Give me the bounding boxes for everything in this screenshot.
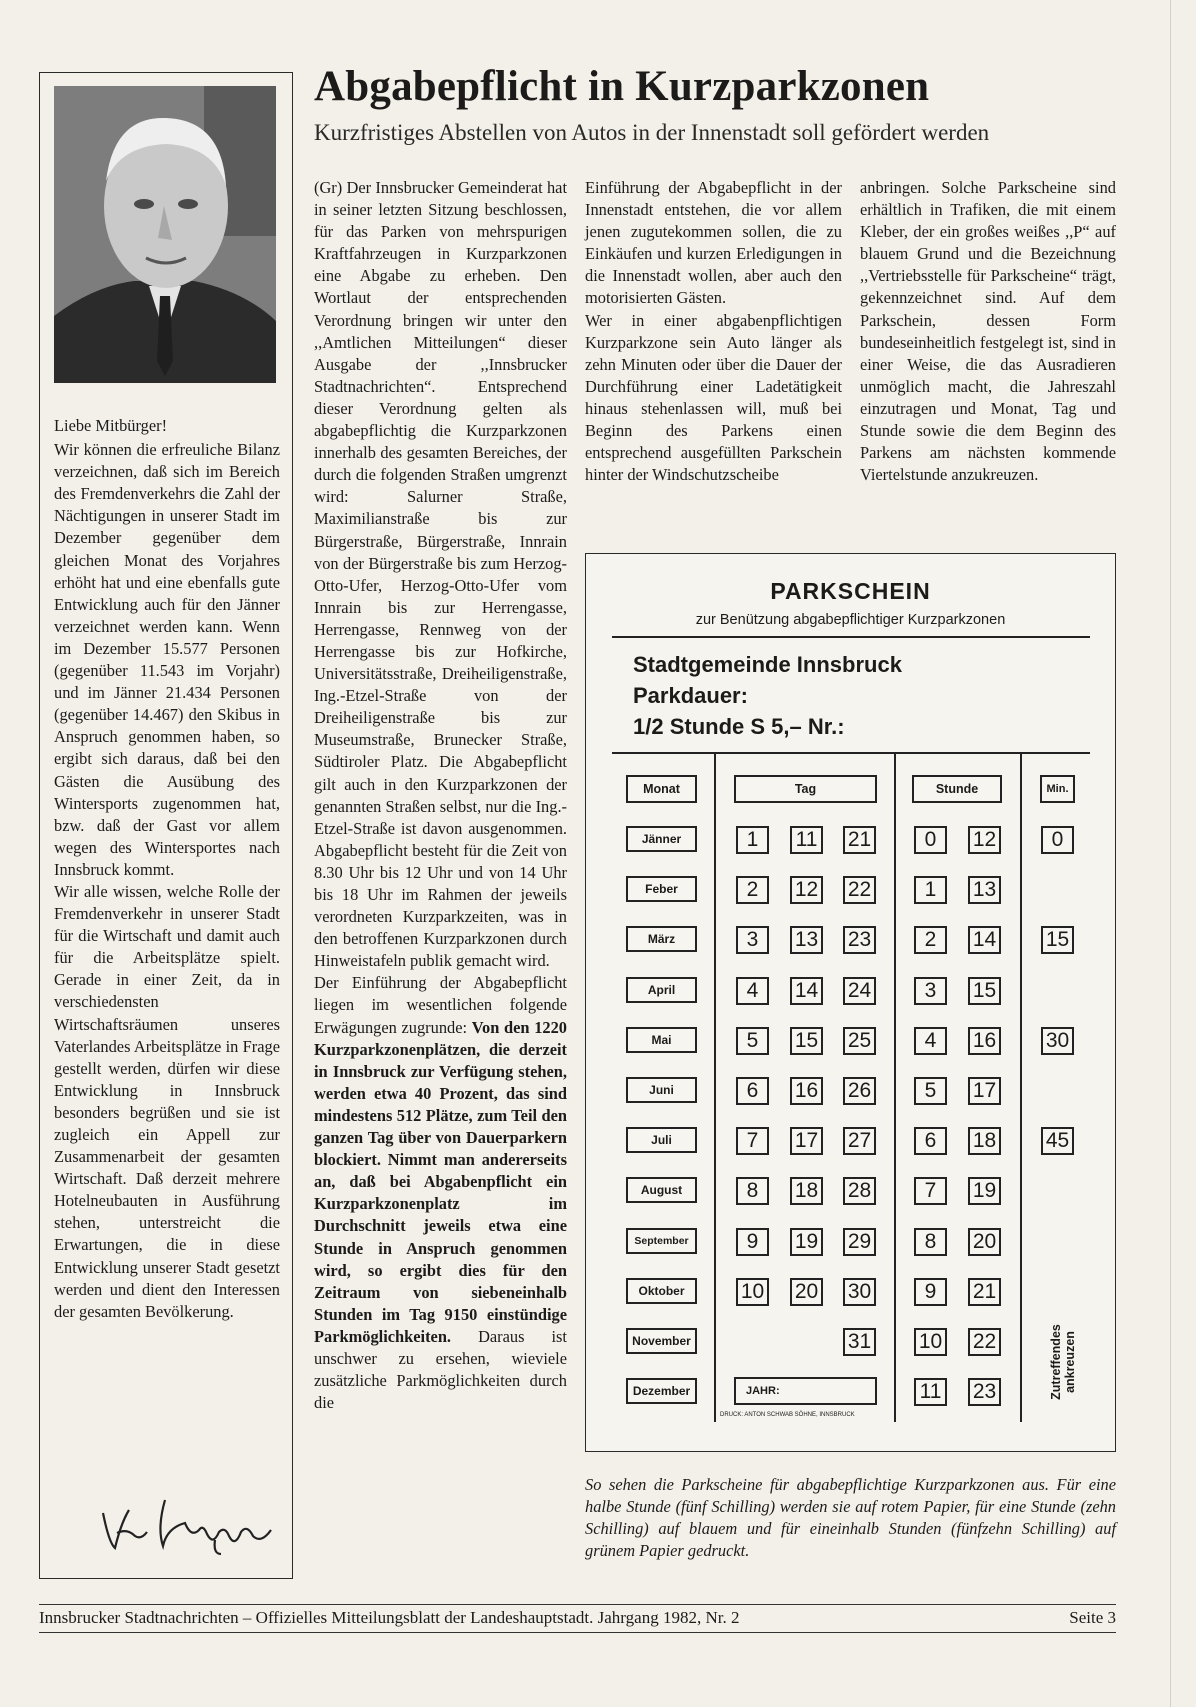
mayor-portrait-photo (54, 86, 276, 383)
ticket-hour-box: 11 (914, 1378, 947, 1406)
ticket-side-note-text: Zutreffendes ankreuzen (1049, 1324, 1077, 1400)
ticket-hour-box: 14 (968, 926, 1001, 954)
ticket-minute-box: 0 (1041, 826, 1074, 854)
ticket-divider (612, 636, 1090, 638)
ticket-hour-box: 22 (968, 1328, 1001, 1356)
ticket-minute-box: 30 (1041, 1027, 1074, 1055)
ticket-column-rule (894, 752, 896, 1422)
ticket-day-box: 8 (736, 1177, 769, 1205)
ticket-printer-note: DRUCK: ANTON SCHWAB SÖHNE, INNSBRUCK (720, 1412, 855, 1418)
ticket-month-box: Dezember (626, 1378, 697, 1404)
ticket-day-box: 29 (843, 1228, 876, 1256)
ticket-column-rule (714, 752, 716, 1422)
ticket-day-box: 15 (790, 1027, 823, 1055)
ticket-day-box: 30 (843, 1278, 876, 1306)
ticket-day-box: 12 (790, 876, 823, 904)
article-column-1 (314, 177, 567, 1414)
ticket-month-box: Juli (626, 1127, 697, 1153)
ticket-day-box: 14 (790, 977, 823, 1005)
ticket-day-box: 10 (736, 1278, 769, 1306)
ticket-day-box: 26 (843, 1077, 876, 1105)
ticket-hour-box: 12 (968, 826, 1001, 854)
ticket-hour-box: 1 (914, 876, 947, 904)
ticket-hour-box: 9 (914, 1278, 947, 1306)
ticket-hour-box: 6 (914, 1127, 947, 1155)
page-subheadline: Kurzfristiges Abstellen von Autos in der Innenstadt soll gefördert werden (314, 120, 990, 145)
ticket-day-box: 7 (736, 1127, 769, 1155)
article-bold-text: Von den 1220 Kurzparkzonenplätzen, die derzeit in Innsbruck zur Verfügung stehen, werden etwa 40 Prozent, das sind mindestens 512 Plätze, zum Teil den ganzen Tag über von Dauerparkern blockiert. Nimmt man andererseits an, daß bei Abgabenpflicht ein Kurzparkzonenplatz im Durchschnitt jeweils etwa eine Stunde in Anspruch genommen wird, so ergibt dies für den Zeitraum von siebeneinhalb Stunden im Tag 9150 einstündige Parkmöglichkeiten. (314, 1017, 567, 1346)
ticket-day-box: 6 (736, 1077, 769, 1105)
article-paragraph: Einführung der Abgabepflicht in der Innenstadt entstehen, die vor allem jenen zugutekommen sollen, die zu Einkäufen und kurzen Erledigungen in die Innenstadt wollen, aber auch den motorisierten Gästen. (585, 178, 842, 308)
ticket-day-box: 21 (843, 826, 876, 854)
ticket-divider (612, 752, 1090, 754)
ticket-day-box: 17 (790, 1127, 823, 1155)
ticket-day-box: 18 (790, 1177, 823, 1205)
ticket-month-box: November (626, 1328, 697, 1354)
ticket-month-box: Oktober (626, 1278, 697, 1304)
ticket-hour-box: 7 (914, 1177, 947, 1205)
ticket-header-hour: Stunde (912, 775, 1002, 803)
sidebar-letter (54, 415, 280, 1323)
ticket-hour-box: 10 (914, 1328, 947, 1356)
footer-publication: Innsbrucker Stadtnachrichten – Offizielles Mitteilungsblatt der Landeshauptstadt. Jahrgang 1982, Nr. 2 (39, 1608, 740, 1627)
page-edge-shadow (1170, 0, 1171, 1707)
article-column-2 (585, 177, 842, 486)
ticket-month-box: Juni (626, 1077, 697, 1103)
ticket-hour-box: 21 (968, 1278, 1001, 1306)
ticket-day-box: 27 (843, 1127, 876, 1155)
ticket-hour-box: 20 (968, 1228, 1001, 1256)
ticket-caption: So sehen die Parkscheine für abgabepflichtige Kurzparkzonen aus. Für eine halbe Stunde (fünf Schilling) werden sie auf rotem Papier, für eine Stunde (zehn Schilling) auf blauem und für eineinhalb Stunden (fünfzehn Schilling) auf grünem Papier gedruckt. (585, 1475, 1116, 1561)
mayor-signature (95, 1488, 285, 1558)
ticket-hour-box: 3 (914, 977, 947, 1005)
ticket-hour-box: 16 (968, 1027, 1001, 1055)
ticket-column-rule (1020, 752, 1022, 1422)
article-paragraph: (Gr) Der Innsbrucker Gemeinderat hat in seiner letzten Sitzung beschlossen, für das Parken von mehrspurigen Kraftfahrzeugen in Kurzparkzonen eine Abgabe zu erheben. Den Wortlaut der entsprechenden Verordnung bringen wir unter den ,,Amtlichen Mitteilungen“ dieser Ausgabe der ,,Innsbrucker Stadtnachrichten“. Entsprechend dieser Verordnung gelten als abgabepflichtig die Kurzparkzonen innerhalb des gesamten Bereiches, der durch die folgenden Straßen umgrenzt wird: Salurner Straße, Maximilianstraße bis zur Bürgerstraße, Bürgerstraße, Innrain von der Bürgerstraße bis zum Herzog-Otto-Ufer, Herzog-Otto-Ufer vom Innrain bis zur Herrengasse, Herrengasse, Rennweg von der Herrengasse bis zur Hofkirche, Universitätsstraße, Dreiheiligenstraße, Ing.-Etzel-Straße von der Dreiheiligenstraße bis zur Museumstraße, Brunecker Straße, Südtiroler Platz. Die Abgabepflicht gilt auch in den Kurzparkzonen der genannten Straßen selbst, nur die Ing.-Etzel-Straße ist davon ausgenommen. Abgabepflicht besteht für die Zeit von 8.30 Uhr bis 12 Uhr und von 14 Uhr bis 18 Uhr im Rahmen der jeweils verordneten Kurzparkzeiten, was in den betroffenen Kurzparkzonen durch Hinweistafeln publik gemacht wird. (314, 178, 567, 971)
ticket-day-box: 3 (736, 926, 769, 954)
article-column-3 (860, 177, 1116, 486)
ticket-month-box: April (626, 977, 697, 1003)
ticket-month-box: Mai (626, 1027, 697, 1053)
article-paragraph (314, 972, 567, 1414)
ticket-side-note (1043, 1318, 1083, 1408)
ticket-day-box: 31 (843, 1328, 876, 1356)
ticket-minute-box: 45 (1041, 1127, 1074, 1155)
ticket-hour-box: 5 (914, 1077, 947, 1105)
ticket-hour-box: 19 (968, 1177, 1001, 1205)
letter-paragraph-2: Wir alle wissen, welche Rolle der Fremdenverkehr in unserer Stadt für die Wirtschaft und damit auch für die Arbeitsplätze spielt. Gerade in einer Zeit, da in verschiedensten Wirtschaftsräumen unseres Vaterlandes Arbeitsplätze in Frage gestellt werden, dürfen wir diese Entwicklung in Innsbruck besonders begrüßen und sie ist zugleich ein Appell zur Zusammenarbeit der gesamten Wirtschaft. Daß derzeit mehrere Hotelneubauten in Ausführung stehen, unterstreicht die Erwartungen, die in diese Entwicklung unserer Stadt gesetzt werden und dient den Interessen der gesamten Bevölkerung. (54, 881, 280, 1321)
ticket-hour-box: 2 (914, 926, 947, 954)
ticket-day-box: 1 (736, 826, 769, 854)
article-text: Daraus ist unschwer zu ersehen, wieviele zusätzliche Parkmöglichkeiten durch die (314, 1326, 567, 1413)
footer-rule (39, 1604, 1116, 1605)
ticket-day-box: 11 (790, 826, 823, 854)
letter-paragraph-1: Wir können die erfreuliche Bilanz verzeichnen, daß sich im Bereich des Fremdenverkehrs die Zahl der Nächtigungen in unserer Stadt im Dezember gegenüber dem gleichen Monat des Vorjahres erhöht hat und eine ebenfalls gute Entwicklung auch für den Jänner verzeichnet werden kann. Wenn im Dezember 15.577 Personen (gegenüber 11.543 im Vorjahr) und im Jänner 21.434 Personen (gegenüber 14.467) den Skibus in Anspruch genommen haben, so ergibt sich daraus, daß bei den Gästen die Ausübung des Wintersports zugenommen hat, bzw. daß der Gast vor allem wegen des Wintersportes nach Innsbruck kommt. (54, 440, 280, 879)
ticket-day-box: 23 (843, 926, 876, 954)
ticket-month-box: Jänner (626, 826, 697, 852)
ticket-day-box: 9 (736, 1228, 769, 1256)
ticket-month-box: September (626, 1228, 697, 1254)
ticket-day-box: 20 (790, 1278, 823, 1306)
ticket-subtitle: zur Benützung abgabepflichtiger Kurzparkzonen (695, 612, 1006, 628)
ticket-month-box: Feber (626, 876, 697, 902)
ticket-day-box: 13 (790, 926, 823, 954)
ticket-minute-box: 15 (1041, 926, 1074, 954)
ticket-day-box: 2 (736, 876, 769, 904)
ticket-day-box: 5 (736, 1027, 769, 1055)
footer-page-number: Seite 3 (1069, 1608, 1116, 1627)
ticket-day-box: 4 (736, 977, 769, 1005)
ticket-day-box: 22 (843, 876, 876, 904)
ticket-hour-box: 23 (968, 1378, 1001, 1406)
ticket-day-box: 19 (790, 1228, 823, 1256)
ticket-hour-box: 13 (968, 876, 1001, 904)
ticket-day-box: 24 (843, 977, 876, 1005)
ticket-day-box: 28 (843, 1177, 876, 1205)
ticket-header-day: Tag (734, 775, 877, 803)
ticket-header-minute: Min. (1040, 775, 1075, 803)
ticket-hour-box: 8 (914, 1228, 947, 1256)
letter-greeting: Liebe Mitbürger! (54, 416, 168, 435)
article-paragraph: Wer in einer abgabenpflichtigen Kurzparkzone sein Auto länger als zehn Minuten oder über die Dauer der Durchführung einer Ladetätigkeit hinaus stehenlassen will, muß bei Beginn des Parkens einen entsprechend ausgefüllten Parkschein hinter der Windschutzscheibe (585, 310, 842, 485)
ticket-day-box: 25 (843, 1027, 876, 1055)
ticket-issuer: Stadtgemeinde Innsbruck (633, 652, 902, 677)
ticket-hour-box: 18 (968, 1127, 1001, 1155)
ticket-hour-box: 0 (914, 826, 947, 854)
ticket-header-month: Monat (626, 775, 697, 803)
ticket-day-box: 16 (790, 1077, 823, 1105)
article-text: Der Einführung der Abgabepflicht liegen im wesentlichen folgende Erwägungen zugrunde: (314, 973, 567, 1037)
ticket-hour-box: 15 (968, 977, 1001, 1005)
ticket-duration-label: Parkdauer: (633, 683, 748, 708)
page-headline: Abgabepflicht in Kurzparkzonen (314, 63, 930, 110)
ticket-hour-box: 17 (968, 1077, 1001, 1105)
footer-rule (39, 1632, 1116, 1633)
article-paragraph: anbringen. Solche Parkscheine sind erhältlich in Trafiken, die mit einem Kleber, der ein großes weißes ,,P“ auf blauem Grund und die Bezeichnung ,,Vertriebsstelle für Parkscheine“ trägt, gekennzeichnet sind. Auf dem Parkschein, dessen Form bundeseinheitlich festgelegt ist, sind in einer Weise, die das Ausradieren unmöglich macht, die Jahreszahl einzutragen und Monat, Tag und Stunde sowie die dem Beginn des Parkens am nächsten kommende Viertelstunde anzukreuzen. (860, 178, 1116, 485)
ticket-title: PARKSCHEIN (770, 578, 931, 604)
ticket-year-field: JAHR: (734, 1377, 877, 1405)
ticket-month-box: März (626, 926, 697, 952)
ticket-hour-box: 4 (914, 1027, 947, 1055)
ticket-price-line: 1/2 Stunde S 5,– Nr.: (633, 714, 845, 739)
ticket-month-box: August (626, 1177, 697, 1203)
